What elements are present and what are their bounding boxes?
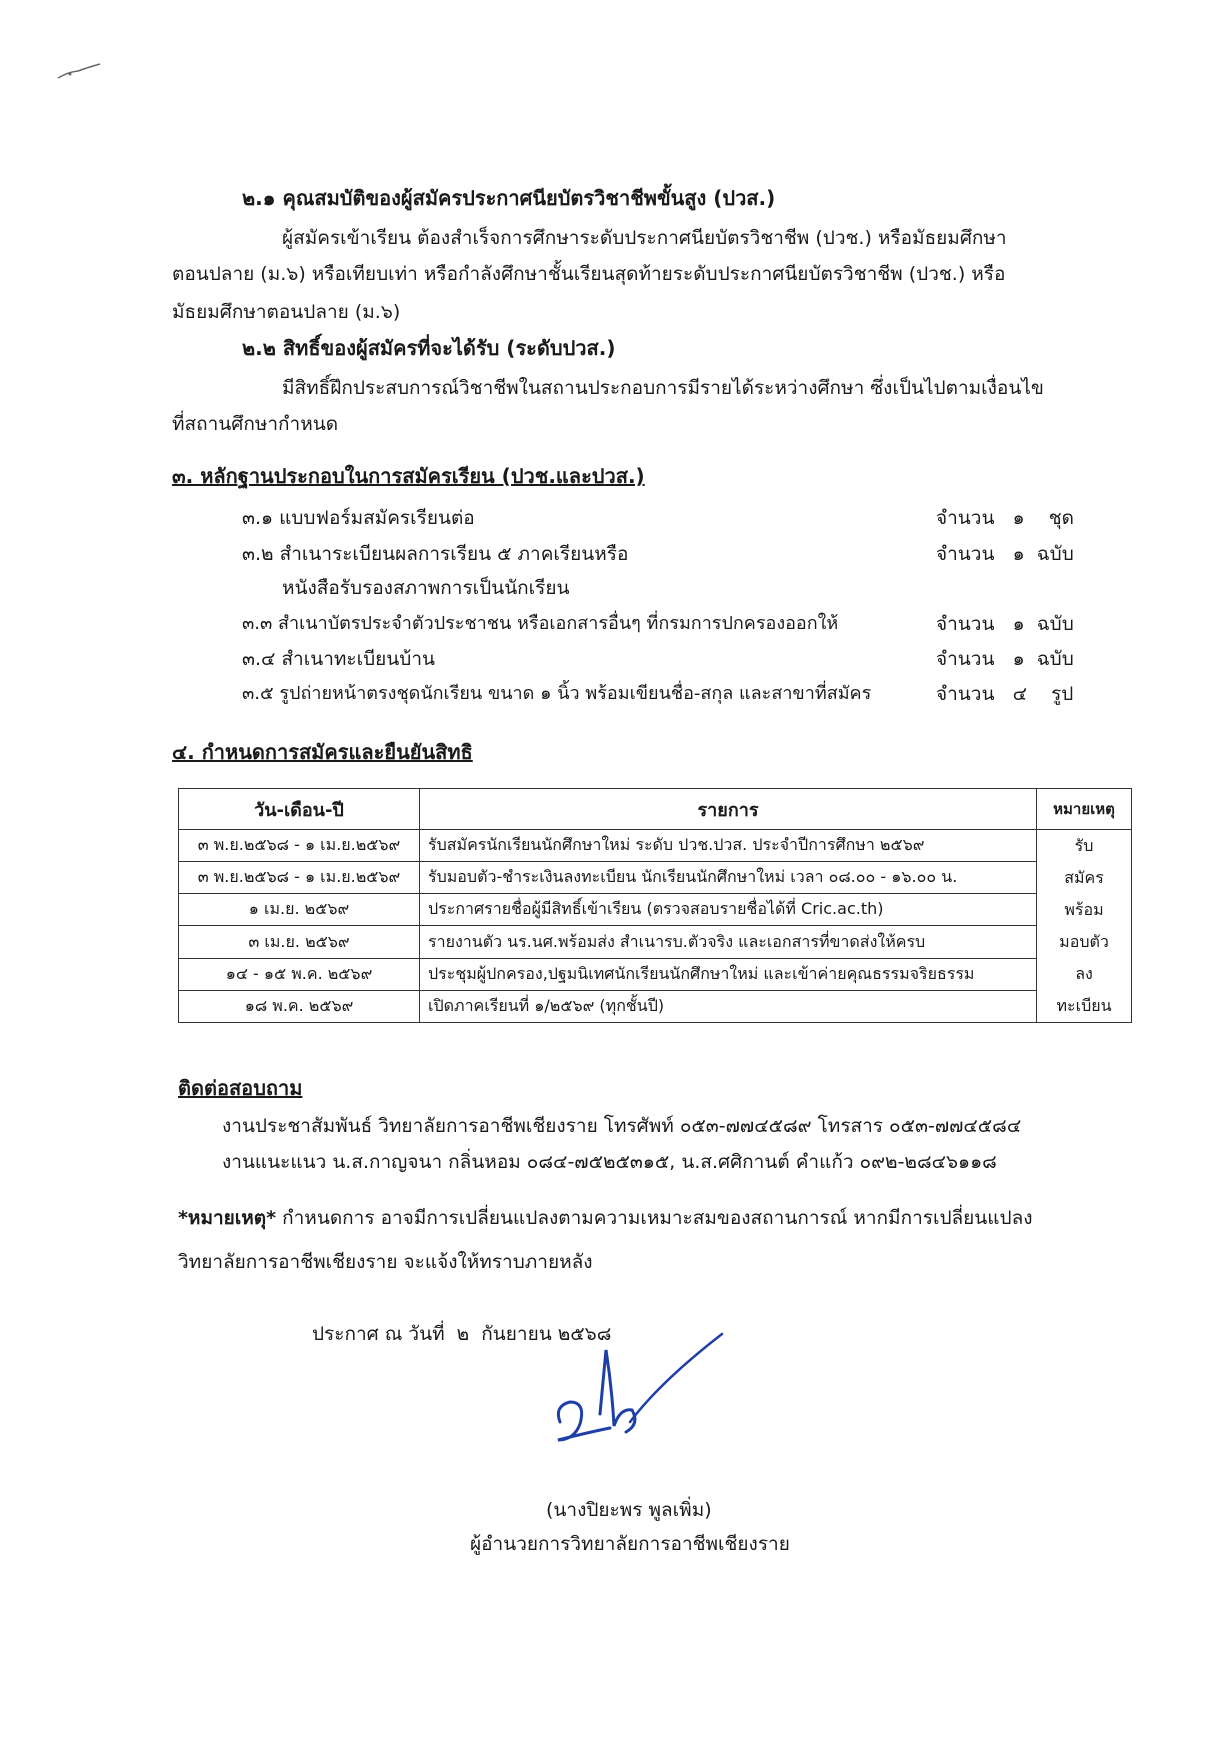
section-2-2-line-2: ที่สถานศึกษากำหนด xyxy=(172,413,339,435)
section-2-1-line-1: ผู้สมัครเข้าเรียน ต้องสำเร็จการศึกษาระดับประกาศนียบัตรวิชาชีพ (ปวช.) หรือมัธยมศึกษา xyxy=(282,227,1007,249)
document-item-qty: จำนวน ๔ รูป xyxy=(936,683,1074,705)
row-date: ๓ พ.ย.๒๕๖๘ - ๑ เม.ย.๒๕๖๙ xyxy=(179,830,420,862)
row-date: ๓ พ.ย.๒๕๖๘ - ๑ เม.ย.๒๕๖๙ xyxy=(179,862,420,894)
document-item-qty: จำนวน ๑ ฉบับ xyxy=(936,613,1074,635)
note-line: ทะเบียน xyxy=(1056,996,1112,1015)
section-2-2-line-1: มีสิทธิ์ฝึกประสบการณ์วิชาชีพในสถานประกอบการมีรายได้ระหว่างศึกษา ซึ่งเป็นไปตามเงื่อนไข xyxy=(282,377,1044,399)
row-date: ๑๔ - ๑๕ พ.ค. ๒๕๖๙ xyxy=(179,958,420,990)
schedule-table xyxy=(178,788,1132,1023)
row-date: ๑ เม.ย. ๒๕๖๙ xyxy=(179,894,420,926)
table-row xyxy=(179,894,1132,926)
row-item: ประชุมผู้ปกครอง,ปฐมนิเทศนักเรียนนักศึกษาใหม่ และเข้าค่ายคุณธรรมจริยธรรม xyxy=(420,958,1037,990)
signer-name: (นางปิยะพร พูลเพิ่ม) xyxy=(546,1499,712,1521)
table-row xyxy=(179,926,1132,958)
section-2-1-line-3: มัธยมศึกษาตอนปลาย (ม.๖) xyxy=(172,301,401,323)
section-2-1-heading: ๒.๑ คุณสมบัติของผู้สมัครประกาศนียบัตรวิชาชีพขั้นสูง (ปวส.) xyxy=(242,186,776,210)
document-item-label: ๓.๕ รูปถ่ายหน้าตรงชุดนักเรียน ขนาด ๑ นิ้ว พร้อมเขียนชื่อ-สกุล และสาขาที่สมัคร xyxy=(242,683,872,704)
section-3-heading: ๓. หลักฐานประกอบในการสมัครเรียน (ปวช.และปวส.) xyxy=(172,464,645,488)
table-row xyxy=(179,958,1132,990)
contact-line-pr: งานประชาสัมพันธ์ วิทยาลัยการอาชีพเชียงราย โทรศัพท์ ๐๕๓-๗๗๔๕๘๙ โทรสาร ๐๕๓-๗๗๔๕๘๔ xyxy=(222,1115,1022,1137)
announcement-date: ประกาศ ณ วันที่ ๒ กันยายน ๒๕๖๘ xyxy=(312,1323,612,1345)
remark-line-2: วิทยาลัยการอาชีพเชียงราย จะแจ้งให้ทราบภายหลัง xyxy=(178,1251,593,1273)
section-2-2-heading: ๒.๒ สิทธิ์ของผู้สมัครที่จะได้รับ (ระดับปวส.) xyxy=(242,336,616,360)
row-item: รับมอบตัว-ชำระเงินลงทะเบียน นักเรียนนักศึกษาใหม่ เวลา ๐๘.๐๐ - ๑๖.๐๐ น. xyxy=(420,862,1037,894)
column-header-note: หมายเหตุ xyxy=(1037,789,1132,830)
section-2-1-line-2: ตอนปลาย (ม.๖) หรือเทียบเท่า หรือกำลังศึกษาชั้นเรียนสุดท้ายระดับประกาศนียบัตรวิชาชีพ (ปวช.) หรือ xyxy=(172,263,1006,285)
row-date: ๓ เม.ย. ๒๕๖๙ xyxy=(179,926,420,958)
remark-label: *หมายเหตุ* xyxy=(178,1207,277,1229)
document-item-label: ๓.๒ สำเนาระเบียนผลการเรียน ๕ ภาคเรียนหรือ xyxy=(242,543,629,565)
remark-line-1 xyxy=(178,1204,1033,1232)
document-item-qty: จำนวน ๑ ฉบับ xyxy=(936,543,1074,565)
document-item-label: ๓.๓ สำเนาบัตรประจำตัวประชาชน หรือเอกสารอื่นๆ ที่กรมการปกครองออกให้ xyxy=(242,613,839,634)
note-line: พร้อม xyxy=(1064,900,1104,919)
document-item-label: ๓.๑ แบบฟอร์มสมัครเรียนต่อ xyxy=(242,507,475,529)
row-item: รายงานตัว นร.นศ.พร้อมส่ง สำเนารบ.ตัวจริง และเอกสารที่ขาดส่งให้ครบ xyxy=(420,926,1037,958)
signer-title: ผู้อำนวยการวิทยาลัยการอาชีพเชียงราย xyxy=(470,1533,790,1555)
note-line: ลง xyxy=(1075,964,1093,983)
column-header-date: วัน-เดือน-ปี xyxy=(179,789,420,830)
remark-text-1: กำหนดการ อาจมีการเปลี่ยนแปลงตามความเหมาะสมของสถานการณ์ หากมีการเปลี่ยนแปลง xyxy=(276,1207,1033,1229)
table-header-row xyxy=(179,789,1132,830)
signature-image xyxy=(540,1328,740,1468)
scan-artifact xyxy=(56,58,106,82)
row-date: ๑๘ พ.ค. ๒๕๖๙ xyxy=(179,990,420,1022)
note-line: สมัคร xyxy=(1064,868,1104,887)
section-4-heading: ๔. กำหนดการสมัครและยืนยันสิทธิ xyxy=(172,740,473,764)
row-item: เปิดภาคเรียนที่ ๑/๒๕๖๙ (ทุกชั้นปี) xyxy=(420,990,1037,1022)
document-item-label: ๓.๔ สำเนาทะเบียนบ้าน xyxy=(242,648,435,670)
row-item: รับสมัครนักเรียนนักศึกษาใหม่ ระดับ ปวช.ปวส. ประจำปีการศึกษา ๒๕๖๙ xyxy=(420,830,1037,862)
row-item: ประกาศรายชื่อผู้มีสิทธิ์เข้าเรียน (ตรวจสอบรายชื่อได้ที่ Cric.ac.th) xyxy=(420,894,1037,926)
contact-line-guidance: งานแนะแนว น.ส.กาญจนา กลิ่นหอม ๐๘๔-๗๕๒๕๓๑๕, น.ส.ศศิกานต์ คำแก้ว ๐๙๒-๒๘๔๖๑๑๘ xyxy=(222,1151,997,1173)
table-row xyxy=(179,990,1132,1022)
table-row xyxy=(179,830,1132,862)
column-header-item: รายการ xyxy=(420,789,1037,830)
note-line: มอบตัว xyxy=(1059,932,1109,951)
contact-heading: ติดต่อสอบถาม xyxy=(178,1076,303,1100)
table-row xyxy=(179,862,1132,894)
row-note xyxy=(1037,830,1132,1023)
note-line: รับ xyxy=(1074,836,1094,855)
document-item-qty: จำนวน ๑ ชุด xyxy=(936,507,1075,529)
document-item-qty: จำนวน ๑ ฉบับ xyxy=(936,648,1074,670)
document-item-label-continued: หนังสือรับรองสภาพการเป็นนักเรียน xyxy=(282,577,570,599)
